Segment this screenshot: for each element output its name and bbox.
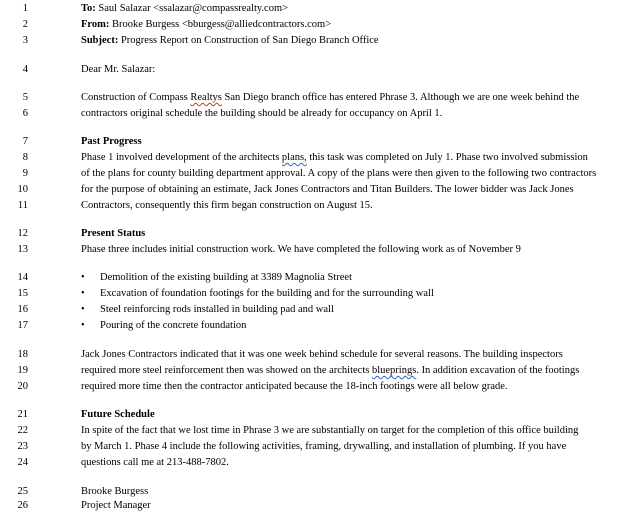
line-number: 1 bbox=[22, 3, 28, 14]
line-number: 2 bbox=[22, 19, 28, 30]
line-number: 20 bbox=[17, 381, 28, 392]
list-item bbox=[10, 286, 610, 301]
list-item-text: Demolition of the existing building at 3389 Magnolia Street bbox=[100, 272, 352, 283]
intro-line-2 bbox=[10, 106, 610, 121]
greeting: Dear Mr. Salazar: bbox=[81, 64, 156, 75]
line-number: 26 bbox=[17, 500, 28, 511]
signature-title-line bbox=[10, 498, 610, 513]
future-heading-line bbox=[10, 407, 610, 422]
bullet-icon: • bbox=[81, 272, 85, 283]
text-segment: required more steel reinforcement then was showed on the architects bbox=[81, 365, 372, 376]
paragraph-text: Contractors, consequently this firm began construction on August 15. bbox=[81, 200, 373, 211]
paragraph-text: contractors original schedule the building should be already for occupancy on April 1. bbox=[81, 108, 443, 119]
future-line-3 bbox=[10, 455, 610, 470]
text-segment: Phase 1 involved development of the architects bbox=[81, 152, 282, 163]
line-number: 8 bbox=[22, 152, 28, 163]
line-number: 5 bbox=[22, 92, 28, 103]
past-line-3 bbox=[10, 182, 610, 197]
from-label: From: bbox=[81, 19, 110, 30]
line-number: 19 bbox=[17, 365, 28, 376]
paragraph-text: for the purpose of obtaining an estimate, Jack Jones Contractors and Titan Builders. The lower bidder was Jack Jones bbox=[81, 184, 574, 195]
bullet-icon: • bbox=[81, 320, 85, 331]
email-from-line bbox=[10, 17, 610, 32]
line-number: 13 bbox=[17, 244, 28, 255]
section-heading: Future Schedule bbox=[81, 409, 155, 420]
paragraph-text: questions call me at 213-488-7802. bbox=[81, 457, 229, 468]
future-line-1 bbox=[10, 423, 610, 438]
paragraph-text: by March 1. Phase 4 include the following activities, framing, drywalling, and installation of plumbing. If you have bbox=[81, 441, 567, 452]
email-to-line bbox=[10, 1, 610, 16]
line-number: 15 bbox=[17, 288, 28, 299]
bullet-icon: • bbox=[81, 304, 85, 315]
line-number: 18 bbox=[17, 349, 28, 360]
line-number: 17 bbox=[17, 320, 28, 331]
line-number: 11 bbox=[17, 200, 28, 211]
text-segment: this task was completed on July 1. Phase two involved submission bbox=[306, 152, 588, 163]
text-segment: Construction of Compass bbox=[81, 92, 191, 103]
signature-title: Project Manager bbox=[81, 500, 151, 511]
paragraph-text: required more time then the contractor anticipated because the 18-inch footings were all below grade. bbox=[81, 381, 508, 392]
grammar-flag[interactable]: blueprings bbox=[371, 365, 417, 376]
paragraph-text: of the plans for county building department approval. A copy of the plans were then given to the following two contractors bbox=[81, 168, 597, 179]
line-number: 24 bbox=[17, 457, 28, 468]
list-item bbox=[10, 318, 610, 333]
bullet-icon: • bbox=[81, 288, 85, 299]
past-line-4 bbox=[10, 198, 610, 213]
line-number: 7 bbox=[22, 136, 28, 147]
text-segment: San Diego branch office has entered Phrase 3. Although we are one week behind the bbox=[221, 92, 580, 103]
list-item-text: Excavation of foundation footings for the building and for the surrounding wall bbox=[100, 288, 434, 299]
line-number: 21 bbox=[17, 409, 28, 420]
greeting-line bbox=[10, 62, 610, 77]
line-number: 10 bbox=[17, 184, 28, 195]
to-label: To: bbox=[81, 3, 96, 14]
section-heading: Past Progress bbox=[81, 136, 142, 147]
paragraph-text: Phase three includes initial construction work. We have completed the following work as of November 9 bbox=[81, 244, 521, 255]
list-item bbox=[10, 302, 610, 317]
line-number: 3 bbox=[22, 35, 28, 46]
line-number: 23 bbox=[17, 441, 28, 452]
line-number: 16 bbox=[17, 304, 28, 315]
line-number: 12 bbox=[17, 228, 28, 239]
list-item bbox=[10, 270, 610, 285]
line-number: 9 bbox=[22, 168, 28, 179]
line-number: 22 bbox=[17, 425, 28, 436]
line-number: 4 bbox=[22, 64, 28, 75]
present-para-line-2 bbox=[10, 363, 610, 378]
line-number: 6 bbox=[22, 108, 28, 119]
line-number: 14 bbox=[17, 272, 28, 283]
past-line-2 bbox=[10, 166, 610, 181]
present-heading-line bbox=[10, 226, 610, 241]
line-number: 25 bbox=[17, 486, 28, 497]
past-heading-line bbox=[10, 134, 610, 149]
spelling-flag[interactable]: Realtys bbox=[190, 92, 222, 103]
section-heading: Present Status bbox=[81, 228, 146, 239]
present-para-line-1 bbox=[10, 347, 610, 362]
paragraph-text: Jack Jones Contractors indicated that it was one week behind schedule for several reasons. The building inspectors bbox=[81, 349, 563, 360]
list-item-text: Pouring of the concrete foundation bbox=[100, 320, 247, 331]
past-line-1 bbox=[10, 150, 610, 165]
present-intro-line bbox=[10, 242, 610, 257]
to-value: Saul Salazar <ssalazar@compassrealty.com> bbox=[98, 3, 289, 14]
future-line-2 bbox=[10, 439, 610, 454]
subject-value: Progress Report on Construction of San Diego Branch Office bbox=[120, 35, 379, 46]
list-item-text: Steel reinforcing rods installed in building pad and wall bbox=[100, 304, 334, 315]
text-segment: . In addition excavation of the footings bbox=[416, 365, 580, 376]
subject-label: Subject: bbox=[81, 35, 119, 46]
grammar-flag[interactable]: plans, bbox=[281, 152, 307, 163]
email-subject-line bbox=[10, 33, 610, 48]
paragraph-text: In spite of the fact that we lost time in Phrase 3 we are substantially on target for the completion of this office building bbox=[81, 425, 579, 436]
from-value: Brooke Burgess <bburgess@alliedcontractors.com> bbox=[112, 19, 332, 30]
present-para-line-3 bbox=[10, 379, 610, 394]
intro-line-1 bbox=[10, 90, 610, 105]
signature-name-line bbox=[10, 484, 610, 499]
signature-name: Brooke Burgess bbox=[81, 486, 149, 497]
